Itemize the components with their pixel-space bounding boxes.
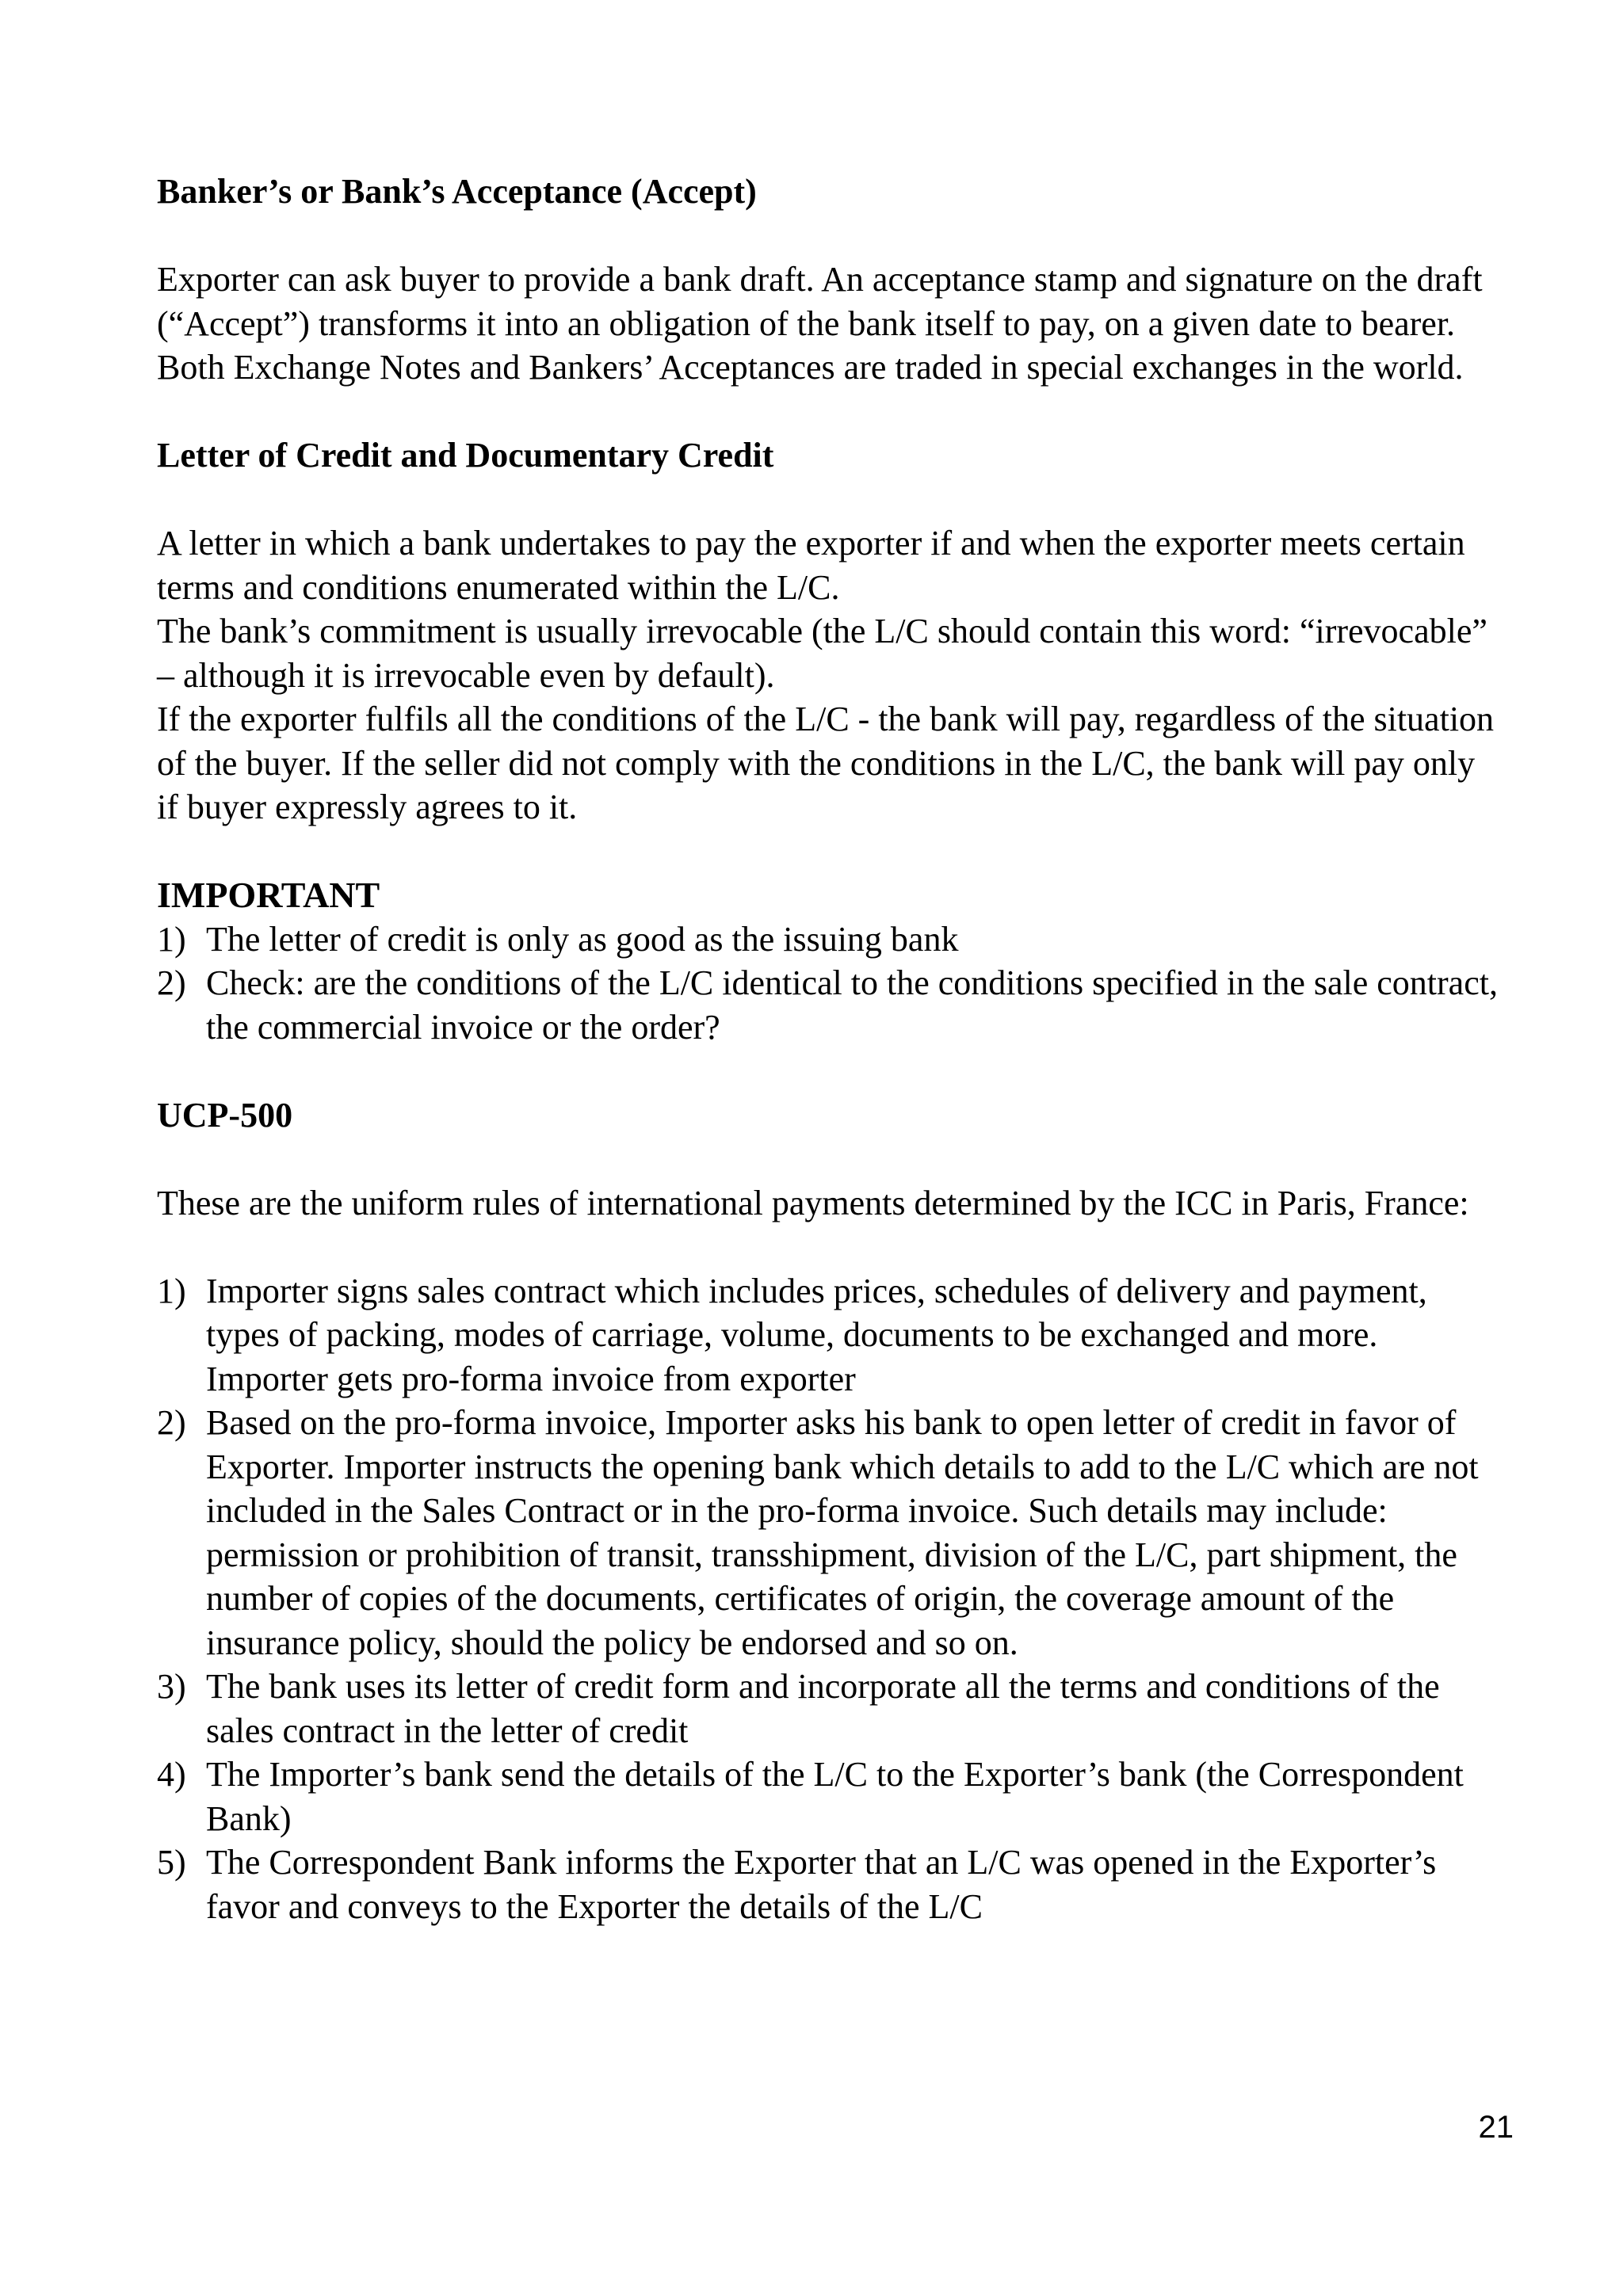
important-heading: IMPORTANT xyxy=(157,875,380,915)
list-item-text: The bank uses its letter of credit form and incorporate all the terms and conditions of the sales contract in the letter of credit xyxy=(206,1667,1440,1750)
list-item-text: Check: are the conditions of the L/C identical to the conditions specified in the sale contract, the commercial invoice or the order? xyxy=(206,963,1498,1047)
list-item-number: 2) xyxy=(157,963,186,1002)
acceptance-paragraph-1: Exporter can ask buyer to provide a bank draft. An acceptance stamp and signature on the draft (“Accept”) transforms it into an obligation of the bank itself to pay, on a given date to bearer. xyxy=(157,260,1483,343)
list-item-text: The Correspondent Bank informs the Exporter that an L/C was opened in the Exporter’s favor and conveys to the Exporter the details of the L/C xyxy=(206,1843,1437,1926)
acceptance-paragraph-2: Both Exchange Notes and Bankers’ Acceptances are traded in special exchanges in the world. xyxy=(157,348,1464,387)
ucp-steps-list xyxy=(157,1269,1504,1929)
ucp-intro: These are the uniform rules of international payments determined by the ICC in Paris, France: xyxy=(157,1183,1469,1222)
list-item-text: The letter of credit is only as good as the issuing bank xyxy=(206,919,959,959)
list-item-number: 2) xyxy=(157,1403,186,1442)
list-item xyxy=(157,1665,1504,1753)
list-item xyxy=(157,961,1504,1049)
list-item-number: 4) xyxy=(157,1755,186,1794)
list-item xyxy=(157,1269,1504,1402)
important-list xyxy=(157,917,1504,1050)
list-item xyxy=(157,1401,1504,1665)
ucp-heading: UCP-500 xyxy=(157,1095,293,1135)
list-item xyxy=(157,917,1504,962)
letter-of-credit-paragraph-1: A letter in which a bank undertakes to pay the exporter if and when the exporter meets certain terms and conditions enumerated within the L/C. xyxy=(157,524,1465,607)
letter-of-credit-paragraph-2: The bank’s commitment is usually irrevocable (the L/C should contain this word: “irrevocable” – although it is irrevocable even by default). xyxy=(157,612,1487,695)
list-item xyxy=(157,1753,1504,1840)
acceptance-heading: Banker’s or Bank’s Acceptance (Accept) xyxy=(157,172,757,211)
document-page xyxy=(157,170,1504,1928)
letter-of-credit-paragraph-3: If the exporter fulfils all the conditions of the L/C - the bank will pay, regardless of the situation of the buyer. If the seller did not comply with the conditions in the L/C, the bank will pay only if buyer expressly agrees to it. xyxy=(157,700,1495,826)
page-number: 21 xyxy=(1478,2110,1514,2145)
list-item-number: 1) xyxy=(157,1271,186,1310)
list-item-text: Importer signs sales contract which includes prices, schedules of delivery and payment, types of packing, modes of carriage, volume, documents to be exchanged and more. Importer gets pro-forma invoice from exporter xyxy=(206,1271,1427,1398)
letter-of-credit-heading: Letter of Credit and Documentary Credit xyxy=(157,436,774,475)
list-item-number: 5) xyxy=(157,1843,186,1882)
list-item-text: The Importer’s bank send the details of the L/C to the Exporter’s bank (the Correspondent Bank) xyxy=(206,1755,1464,1838)
list-item-number: 3) xyxy=(157,1667,186,1706)
list-item xyxy=(157,1840,1504,1928)
list-item-text: Based on the pro-forma invoice, Importer asks his bank to open letter of credit in favor of Exporter. Importer instructs the opening bank which details to add to the L/C which are not included in the Sales Contract or in the pro-forma invoice. Such details may include: permission or prohibition of transit, transshipment, division of the L/C, part shipment, the number of copies of the documents, certificates of origin, the coverage amount of the insurance policy, should the policy be endorsed and so on. xyxy=(206,1403,1479,1662)
list-item-number: 1) xyxy=(157,919,186,959)
